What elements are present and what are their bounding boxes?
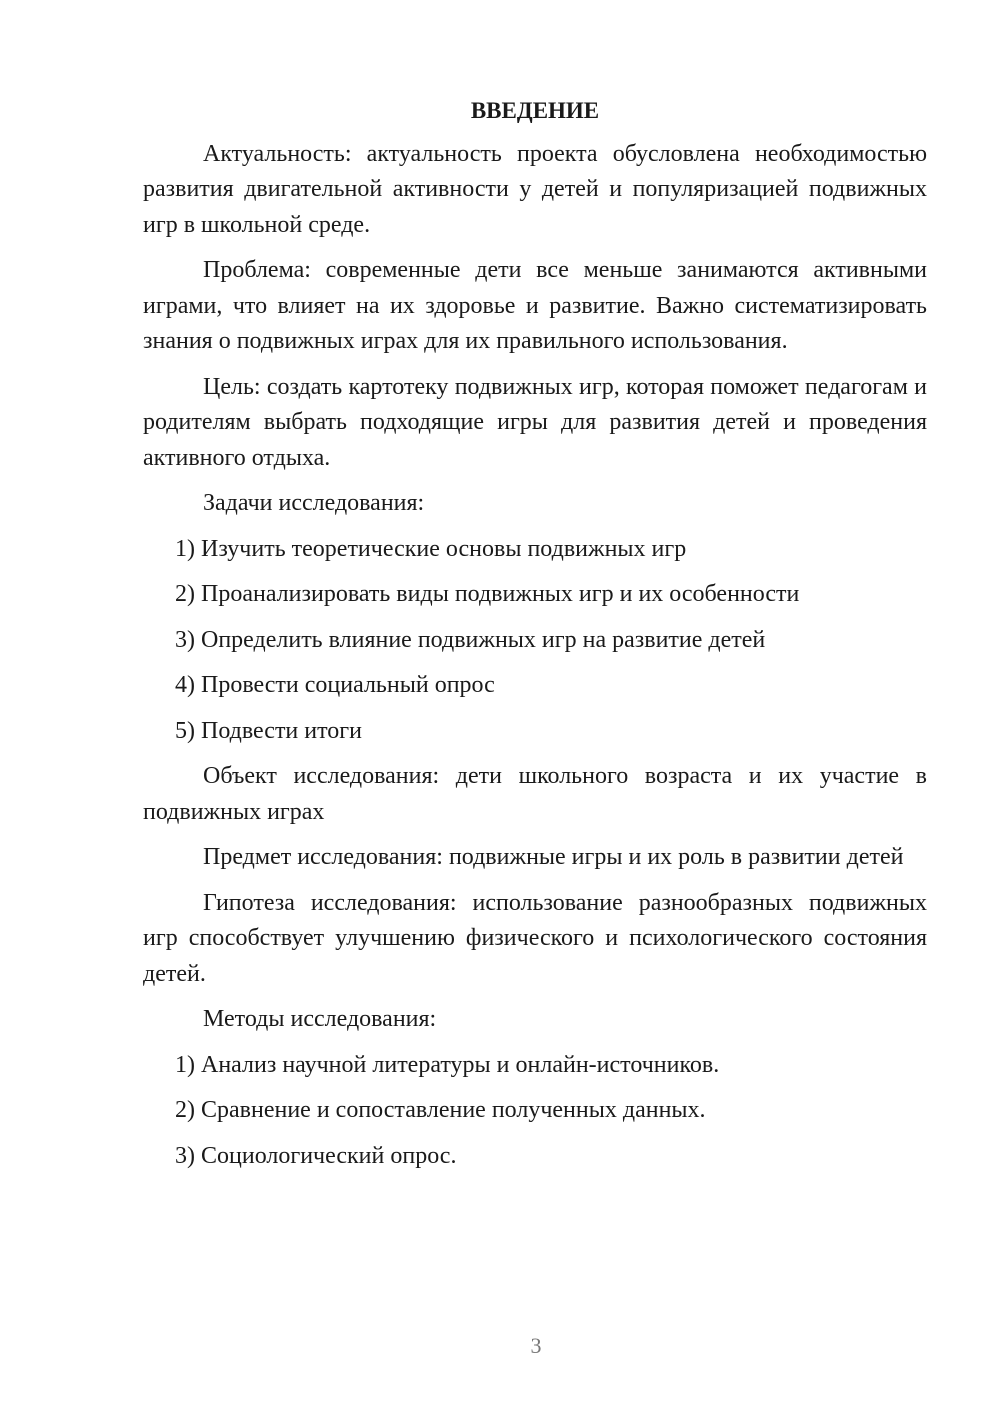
methods-list <box>143 1048 927 1175</box>
list-item: 2) Проанализировать виды подвижных игр и их особенности <box>175 581 800 607</box>
list-item: 1) Изучить теоретические основы подвижных игр <box>175 535 687 562</box>
goal-paragraph: Цель: создать картотеку подвижных игр, которая поможет педагогам и родителям выбрать подходящие игры для развития детей и проведения активного отдыха. <box>143 373 927 471</box>
hypothesis-paragraph: Гипотеза исследования: использование разнообразных подвижных игр способствует улучшению физического и психологического состояния детей. <box>143 889 927 987</box>
list-item: 2) Сравнение и сопоставление полученных данных. <box>175 1097 706 1123</box>
list-item: 5) Подвести итоги <box>175 717 362 744</box>
relevance-paragraph: Актуальность: актуальность проекта обусловлена необходимостью развития двигательной активности у детей и популяризацией подвижных игр в школьной среде. <box>143 140 927 238</box>
document-body <box>143 93 927 1184</box>
tasks-list <box>143 532 927 750</box>
subject-paragraph: Предмет исследования: подвижные игры и их роль в развитии детей <box>203 844 904 870</box>
methods-title: Методы исследования: <box>203 1006 437 1032</box>
problem-paragraph: Проблема: современные дети все меньше занимаются активными играми, что влияет на их здоровье и развитие. Важно систематизировать знания о подвижных играх для их правильного использования. <box>143 257 927 354</box>
section-heading: ВВЕДЕНИЕ <box>470 98 600 123</box>
object-paragraph: Объект исследования: дети школьного возраста и их участие в подвижных играх <box>143 763 927 825</box>
list-item: 3) Социологический опрос. <box>175 1142 457 1169</box>
page-number: 3 <box>530 1333 542 1358</box>
tasks-title: Задачи исследования: <box>203 490 425 516</box>
list-item: 3) Определить влияние подвижных игр на развитие детей <box>175 626 766 653</box>
list-item: 4) Провести социальный опрос <box>175 672 495 698</box>
list-item: 1) Анализ научной литературы и онлайн-источников. <box>175 1051 720 1078</box>
